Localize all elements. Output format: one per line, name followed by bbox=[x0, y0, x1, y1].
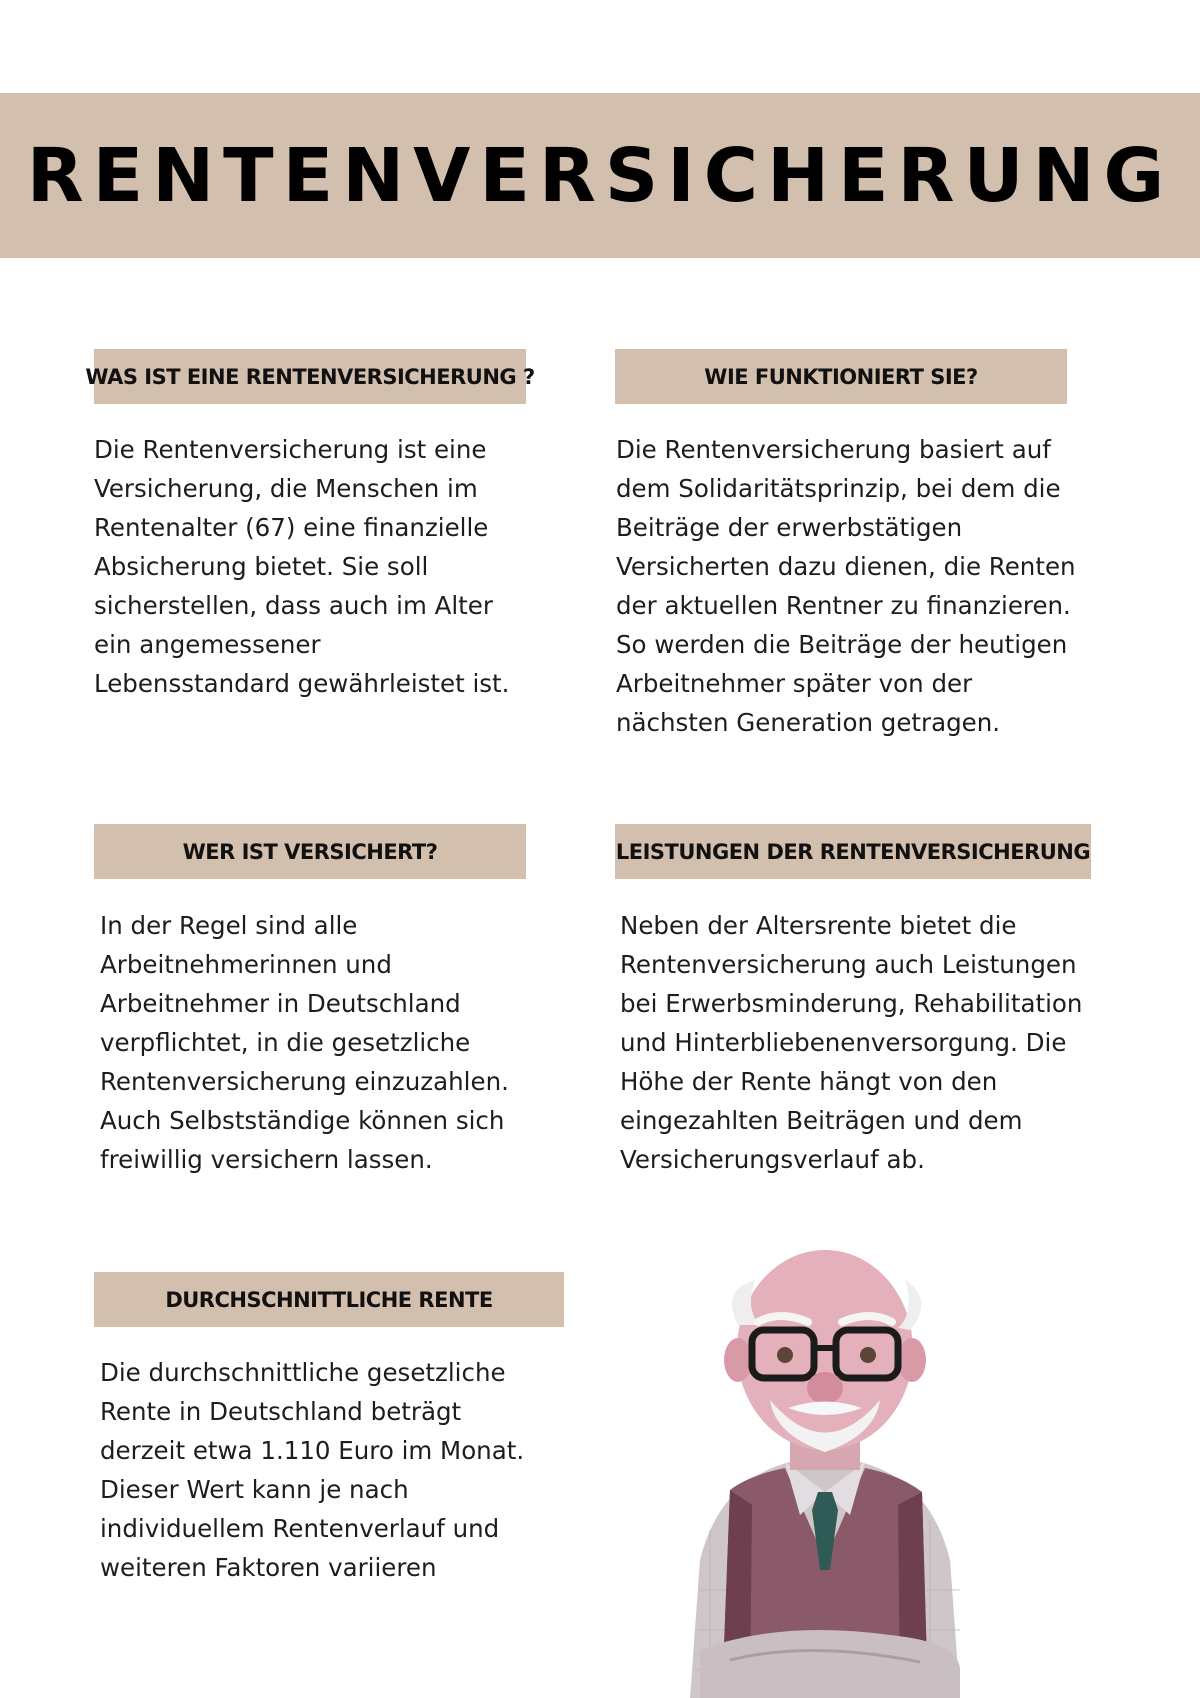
section-body-average-pension: Die durchschnittliche gesetzliche Rente in Deutschland beträgt derzeit etwa 1.110 Euro im Monat. Dieser Wert kann je nach individuellem Rentenverlauf und weiteren Faktoren variieren bbox=[100, 1358, 525, 1582]
section-heading-average-pension: DURCHSCHNITTLICHE RENTE bbox=[94, 1272, 564, 1327]
section-heading-who-is-insured: WER IST VERSICHERT? bbox=[94, 824, 526, 879]
section-body-benefits: Neben der Altersrente bietet die Rentenversicherung auch Leistungen bei Erwerbsminderung, Rehabilitation und Hinterbliebenenversorgung. Die Höhe der Rente hängt von den eingezahlten Beiträgen und dem Versicherungsverlauf ab. bbox=[620, 911, 1083, 1174]
section-body-what-is: Die Rentenversicherung ist eine Versicherung, die Menschen im Rentenalter (67) eine finanzielle Absicherung bietet. Sie soll sicherstellen, dass auch im Alter ein angemessener Lebensstandard gewährleistet ist. bbox=[94, 435, 510, 698]
section-heading-what-is: WAS IST EINE RENTENVERSICHERUNG ? bbox=[94, 349, 526, 404]
section-body-who-is-insured: In der Regel sind alle Arbeitnehmerinnen und Arbeitnehmer in Deutschland verpflichtet, in die gesetzliche Rentenversicherung einzuzahlen. Auch Selbstständige können sich freiwillig versichern lassen. bbox=[100, 911, 509, 1174]
section-heading-benefits: LEISTUNGEN DER RENTENVERSICHERUNG bbox=[615, 824, 1091, 879]
section-body-how-it-works: Die Rentenversicherung basiert auf dem Solidaritätsprinzip, bei dem die Beiträge der erwerbstätigen Versicherten dazu dienen, die Renten der aktuellen Rentner zu finanzieren. So werden die Beiträge der heutigen Arbeitnehmer später von der nächsten Generation getragen. bbox=[616, 435, 1076, 737]
elderly-man-illustration bbox=[660, 1230, 990, 1698]
section-heading-how-it-works: WIE FUNKTIONIERT SIE? bbox=[615, 349, 1067, 404]
page-title: RENTENVERSICHERUNG bbox=[26, 132, 1174, 219]
title-banner bbox=[0, 93, 1200, 258]
